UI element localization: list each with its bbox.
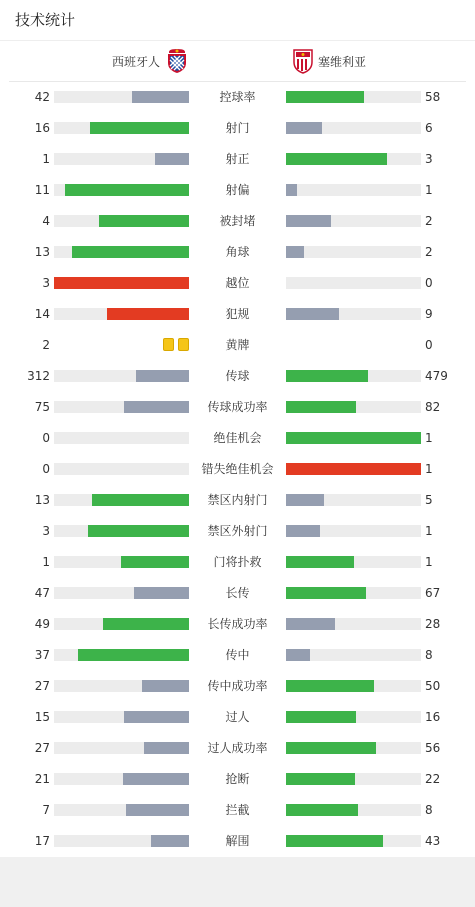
home-stat-bar — [54, 587, 189, 599]
stat-label: 长传 — [225, 586, 250, 600]
home-stat-bar-fill — [78, 649, 189, 661]
away-stat-bar — [286, 618, 421, 630]
sevilla-crest-icon — [292, 48, 314, 74]
stat-label: 禁区内射门 — [207, 493, 268, 507]
stat-row — [0, 175, 475, 206]
home-stat-value: 14 — [34, 307, 50, 321]
stat-label: 被封堵 — [219, 214, 256, 228]
home-stat-bar — [54, 463, 189, 475]
away-stat-bar-fill — [286, 680, 374, 692]
home-stat-bar — [54, 401, 189, 413]
stat-label: 长传成功率 — [207, 617, 268, 631]
stat-label: 传球成功率 — [207, 400, 268, 414]
stat-label: 拦截 — [225, 803, 250, 817]
away-stat-bar-fill — [286, 432, 421, 444]
stats-list — [0, 82, 475, 857]
stat-row — [0, 578, 475, 609]
away-stat-bar-fill — [286, 773, 355, 785]
away-stat-value: 50 — [425, 679, 441, 693]
home-stat-bar-fill — [132, 91, 189, 103]
home-stat-value: 7 — [42, 803, 50, 817]
stat-row — [0, 795, 475, 826]
section-title: 技术统计 — [0, 0, 475, 41]
away-stat-bar — [286, 91, 421, 103]
away-stat-bar — [286, 742, 421, 754]
stat-label: 黄牌 — [225, 338, 250, 352]
away-stat-bar-fill — [286, 308, 339, 320]
away-team-name: 塞维利亚 — [318, 54, 367, 69]
away-stat-value: 1 — [425, 183, 433, 197]
home-stat-bar — [54, 773, 189, 785]
away-stat-bar-fill — [286, 463, 421, 475]
home-stat-bar — [54, 370, 189, 382]
home-stat-bar — [54, 742, 189, 754]
home-stat-bar — [54, 308, 189, 320]
stat-row — [0, 640, 475, 671]
away-stat-value: 8 — [425, 648, 433, 662]
away-stat-bar — [286, 556, 421, 568]
stat-row — [0, 609, 475, 640]
away-stat-value: 1 — [425, 431, 433, 445]
home-stat-value: 17 — [34, 834, 50, 848]
home-stat-bar — [54, 184, 189, 196]
away-stat-bar-fill — [286, 91, 364, 103]
home-stat-value: 312 — [27, 369, 50, 383]
home-team-name: 西班牙人 — [111, 54, 160, 69]
home-stat-value: 13 — [34, 493, 50, 507]
home-stat-bar — [54, 525, 189, 537]
home-stat-bar-fill — [72, 246, 189, 258]
stat-label: 过人成功率 — [207, 741, 268, 755]
stat-label: 射正 — [225, 152, 250, 166]
stat-row — [0, 454, 475, 485]
away-stat-bar-fill — [286, 587, 366, 599]
away-stat-value: 2 — [425, 245, 433, 259]
home-stat-value: 27 — [34, 741, 50, 755]
home-stat-bar — [54, 556, 189, 568]
away-stat-value: 58 — [425, 90, 441, 104]
away-stat-bar — [286, 680, 421, 692]
away-stat-bar-fill — [286, 556, 354, 568]
away-stat-bar — [286, 804, 421, 816]
away-stat-value: 82 — [425, 400, 441, 414]
away-stat-bar-fill — [286, 215, 331, 227]
home-stat-bar-fill — [90, 122, 189, 134]
away-stat-bar — [286, 401, 421, 413]
away-stat-bar — [286, 370, 421, 382]
home-stat-bar — [54, 618, 189, 630]
home-stat-value: 0 — [42, 431, 50, 445]
away-stat-bar-fill — [286, 184, 297, 196]
away-stat-value: 9 — [425, 307, 433, 321]
away-stat-bar — [286, 649, 421, 661]
away-stat-bar — [286, 184, 421, 196]
home-stat-bar — [54, 804, 189, 816]
away-stat-bar — [286, 494, 421, 506]
home-stat-value: 1 — [42, 555, 50, 569]
away-stat-bar-fill — [286, 246, 304, 258]
home-stat-bar-fill — [54, 277, 189, 289]
stat-label: 过人 — [225, 710, 250, 724]
espanyol-crest-icon — [166, 48, 188, 74]
home-stat-bar-fill — [134, 587, 189, 599]
stat-row — [0, 144, 475, 175]
home-stat-value: 37 — [34, 648, 50, 662]
home-stat-value: 4 — [42, 214, 50, 228]
home-stat-bar-fill — [142, 680, 189, 692]
away-stat-bar-fill — [286, 122, 322, 134]
away-stat-bar — [286, 432, 421, 444]
away-stat-bar-fill — [286, 804, 358, 816]
stat-row — [0, 299, 475, 330]
stat-label: 传中成功率 — [207, 679, 268, 693]
home-stat-value: 49 — [34, 617, 50, 631]
home-stat-bar-fill — [136, 370, 189, 382]
stat-label: 犯规 — [225, 307, 250, 321]
yellow-card-icon — [163, 338, 174, 351]
away-stat-value: 2 — [425, 214, 433, 228]
home-stat-bar — [54, 494, 189, 506]
home-stat-bar — [54, 153, 189, 165]
stat-label: 门将扑救 — [213, 555, 262, 569]
stat-row — [0, 206, 475, 237]
away-stat-bar — [286, 711, 421, 723]
away-stat-value: 1 — [425, 524, 433, 538]
teams-header — [9, 41, 466, 82]
away-stat-value: 8 — [425, 803, 433, 817]
stat-label: 传中 — [225, 648, 250, 662]
away-stat-bar — [286, 153, 421, 165]
home-stat-bar-fill — [124, 401, 189, 413]
away-stat-bar — [286, 525, 421, 537]
away-stat-bar-fill — [286, 711, 356, 723]
stat-row — [0, 392, 475, 423]
home-stat-bar — [54, 277, 189, 289]
away-stat-bar-fill — [286, 401, 356, 413]
home-stat-bar-fill — [92, 494, 189, 506]
away-stat-value: 56 — [425, 741, 441, 755]
away-stat-bar — [286, 215, 421, 227]
stat-label: 射偏 — [225, 183, 250, 197]
stat-label: 解围 — [225, 834, 250, 848]
home-team[interactable] — [112, 41, 188, 81]
home-stat-bar — [54, 215, 189, 227]
stat-row — [0, 361, 475, 392]
stat-row — [0, 485, 475, 516]
home-stat-bar — [54, 711, 189, 723]
away-stat-bar-fill — [286, 835, 383, 847]
stat-row — [0, 516, 475, 547]
stat-row — [0, 764, 475, 795]
away-stat-value: 5 — [425, 493, 433, 507]
stat-label: 错失绝佳机会 — [201, 462, 274, 476]
stat-label: 传球 — [225, 369, 250, 383]
away-stat-bar — [286, 835, 421, 847]
home-stat-bar — [54, 432, 189, 444]
home-stat-value: 11 — [34, 183, 50, 197]
stat-label: 控球率 — [219, 90, 256, 104]
away-stat-bar-fill — [286, 153, 387, 165]
away-stat-value: 3 — [425, 152, 433, 166]
home-stat-bar — [54, 835, 189, 847]
away-stat-value: 16 — [425, 710, 441, 724]
home-stat-bar — [54, 122, 189, 134]
home-stat-value: 3 — [42, 276, 50, 290]
home-stat-bar-fill — [107, 308, 189, 320]
home-stat-bar — [54, 246, 189, 258]
home-stat-value: 15 — [34, 710, 50, 724]
away-stat-bar — [286, 463, 421, 475]
away-stat-value: 0 — [425, 276, 433, 290]
away-stat-value: 43 — [425, 834, 441, 848]
away-stat-bar — [286, 246, 421, 258]
away-stat-bar — [286, 773, 421, 785]
home-stat-value: 16 — [34, 121, 50, 135]
away-stat-value: 22 — [425, 772, 441, 786]
home-stat-bar — [54, 649, 189, 661]
away-stat-bar — [286, 277, 421, 289]
home-stat-bar — [54, 91, 189, 103]
home-stat-bar-fill — [99, 215, 189, 227]
yellow-card-icon — [178, 338, 189, 351]
away-stat-value: 1 — [425, 462, 433, 476]
yellow-cards — [163, 338, 189, 351]
away-stat-value: 1 — [425, 555, 433, 569]
stat-label: 绝佳机会 — [213, 431, 262, 445]
away-stat-bar — [286, 587, 421, 599]
home-stat-bar-fill — [155, 153, 189, 165]
away-stat-bar-fill — [286, 494, 324, 506]
home-stat-bar-fill — [123, 773, 189, 785]
stat-row — [0, 423, 475, 454]
away-stat-bar-fill — [286, 618, 335, 630]
stat-row — [0, 733, 475, 764]
away-stat-bar-fill — [286, 525, 320, 537]
away-stat-bar-fill — [286, 370, 368, 382]
away-stat-value: 479 — [425, 369, 448, 383]
home-stat-bar-fill — [88, 525, 189, 537]
stat-label: 抢断 — [225, 772, 250, 786]
stat-row — [0, 268, 475, 299]
home-stat-bar-fill — [103, 618, 189, 630]
home-stat-value: 2 — [42, 338, 50, 352]
home-stat-value: 47 — [34, 586, 50, 600]
away-stat-bar — [286, 122, 421, 134]
stat-label: 禁区外射门 — [207, 524, 268, 538]
home-stat-value: 75 — [34, 400, 50, 414]
away-stat-value: 0 — [425, 338, 433, 352]
stat-row — [0, 547, 475, 578]
home-stat-bar — [54, 680, 189, 692]
home-stat-value: 21 — [34, 772, 50, 786]
away-stat-bar — [286, 308, 421, 320]
stat-row — [0, 82, 475, 113]
home-stat-bar-fill — [121, 556, 189, 568]
away-stat-value: 6 — [425, 121, 433, 135]
away-stat-value: 67 — [425, 586, 441, 600]
away-stat-bar-fill — [286, 649, 310, 661]
home-stat-value: 42 — [34, 90, 50, 104]
home-stat-bar-fill — [126, 804, 189, 816]
home-stat-value: 1 — [42, 152, 50, 166]
stat-row — [0, 330, 475, 361]
stat-row — [0, 702, 475, 733]
away-team[interactable] — [292, 41, 366, 81]
home-stat-bar-fill — [124, 711, 189, 723]
stat-label: 射门 — [225, 121, 250, 135]
home-stat-bar-fill — [151, 835, 189, 847]
stat-label: 越位 — [225, 276, 250, 290]
stat-row — [0, 826, 475, 857]
stat-row — [0, 671, 475, 702]
home-stat-value: 0 — [42, 462, 50, 476]
home-stat-bar-fill — [65, 184, 189, 196]
stat-row — [0, 237, 475, 268]
home-stat-bar-fill — [144, 742, 189, 754]
home-stat-value: 3 — [42, 524, 50, 538]
stat-row — [0, 113, 475, 144]
home-stat-value: 13 — [34, 245, 50, 259]
home-stat-value: 27 — [34, 679, 50, 693]
away-stat-value: 28 — [425, 617, 441, 631]
away-stat-bar-fill — [286, 742, 376, 754]
stat-label: 角球 — [225, 245, 250, 259]
